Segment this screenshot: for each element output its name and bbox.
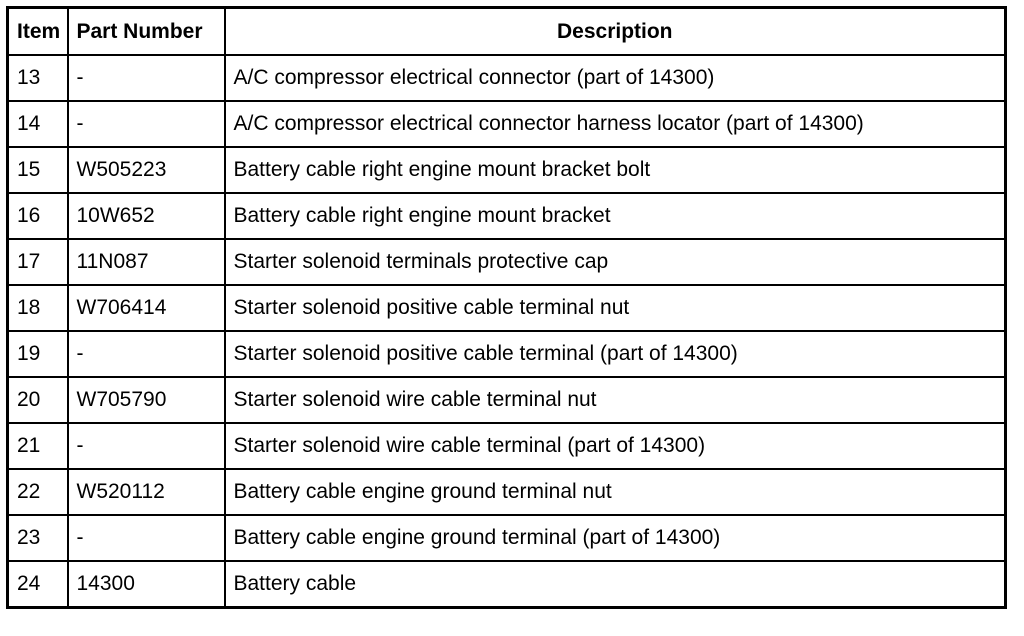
table-row (8, 239, 1006, 285)
table-header-row (8, 8, 1006, 56)
cell-part-number: 14300 (68, 561, 225, 608)
cell-description: Starter solenoid positive cable terminal nut (225, 285, 1006, 331)
cell-item: 24 (8, 561, 68, 608)
cell-description: Battery cable right engine mount bracket (225, 193, 1006, 239)
cell-part-number: - (68, 515, 225, 561)
cell-part-number: 11N087 (68, 239, 225, 285)
cell-description: Starter solenoid terminals protective cap (225, 239, 1006, 285)
cell-description: Starter solenoid wire cable terminal (part of 14300) (225, 423, 1006, 469)
cell-item: 23 (8, 515, 68, 561)
cell-part-number: - (68, 331, 225, 377)
cell-item: 18 (8, 285, 68, 331)
cell-part-number: 10W652 (68, 193, 225, 239)
parts-table (6, 6, 1007, 609)
cell-part-number: - (68, 101, 225, 147)
table-row (8, 193, 1006, 239)
cell-description: Battery cable engine ground terminal (part of 14300) (225, 515, 1006, 561)
cell-part-number: - (68, 55, 225, 101)
table-row (8, 423, 1006, 469)
cell-item: 13 (8, 55, 68, 101)
cell-description: A/C compressor electrical connector (part of 14300) (225, 55, 1006, 101)
cell-item: 21 (8, 423, 68, 469)
table-row (8, 515, 1006, 561)
table-row (8, 101, 1006, 147)
cell-part-number: W520112 (68, 469, 225, 515)
header-item: Item (8, 8, 68, 56)
cell-part-number: W705790 (68, 377, 225, 423)
cell-item: 14 (8, 101, 68, 147)
cell-description: A/C compressor electrical connector harness locator (part of 14300) (225, 101, 1006, 147)
cell-item: 20 (8, 377, 68, 423)
cell-item: 15 (8, 147, 68, 193)
cell-item: 22 (8, 469, 68, 515)
cell-description: Starter solenoid positive cable terminal (part of 14300) (225, 331, 1006, 377)
cell-item: 17 (8, 239, 68, 285)
table-row (8, 561, 1006, 608)
header-part-number: Part Number (68, 8, 225, 56)
cell-description: Battery cable engine ground terminal nut (225, 469, 1006, 515)
cell-description: Starter solenoid wire cable terminal nut (225, 377, 1006, 423)
table-row (8, 469, 1006, 515)
cell-part-number: W505223 (68, 147, 225, 193)
table-row (8, 55, 1006, 101)
table-row (8, 285, 1006, 331)
table-row (8, 147, 1006, 193)
cell-part-number: W706414 (68, 285, 225, 331)
cell-description: Battery cable (225, 561, 1006, 608)
table-row (8, 377, 1006, 423)
table-row (8, 331, 1006, 377)
table-body (8, 55, 1006, 608)
cell-item: 16 (8, 193, 68, 239)
cell-description: Battery cable right engine mount bracket bolt (225, 147, 1006, 193)
header-description: Description (225, 8, 1006, 56)
cell-part-number: - (68, 423, 225, 469)
cell-item: 19 (8, 331, 68, 377)
